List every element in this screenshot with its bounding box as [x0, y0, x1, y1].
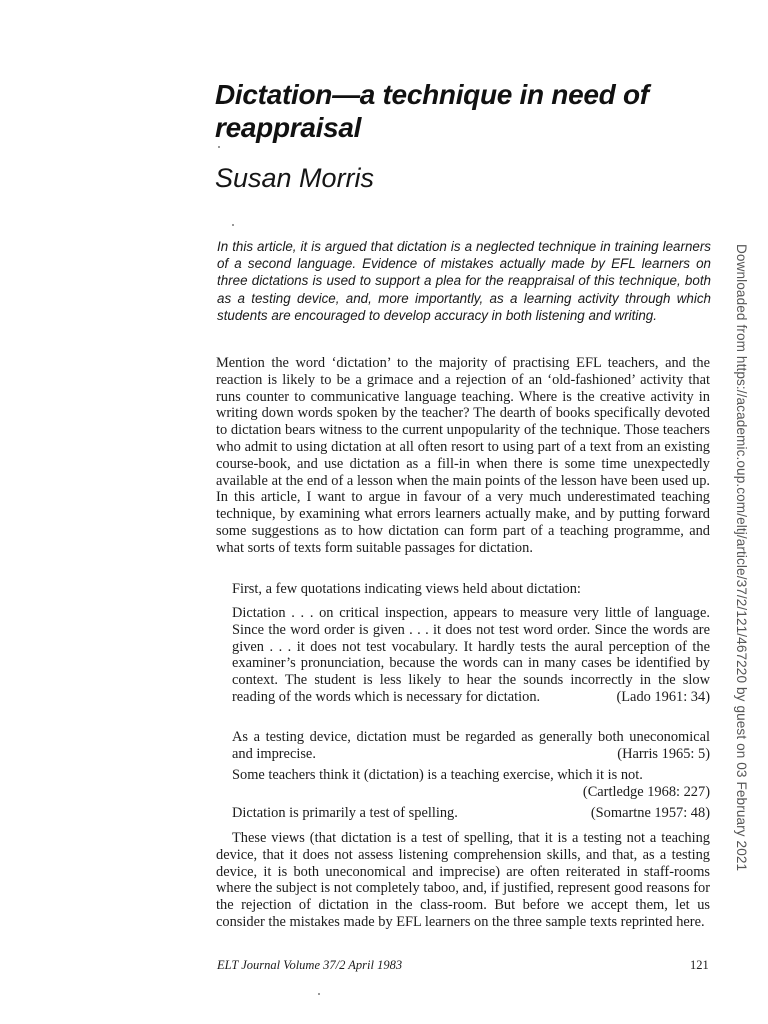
quotations-lead-in: First, a few quotations indicating views held about dictation:: [232, 581, 581, 597]
quotation-citation: (Lado 1961: 34): [616, 688, 710, 705]
footer-journal-citation: ELT Journal Volume 37/2 April 1983: [217, 958, 403, 972]
body-paragraph-1: Mention the word ‘dictation’ to the majority of practising EFL teachers, and the reaction is likely to be a grimace and a rejection of an ‘old-fashioned’ activity that runs counter to communicative language teaching. Where is the creative activity in writing down words spoken by the teacher? The dearth of books specifically devoted to dictation bears witness to the current unpopularity of the technique. Those teachers who admit to using dictation at all often resort to using part of a text from an existing course-book, and use dictation as a fill-in when there is some time unexpectedly available at the end of a lesson when the main points of the lesson have been used up. In this article, I want to argue in favour of a very much underestimated teaching technique, by examining what errors learners actually make, and by putting forward some suggestions as to how dictation can form part of a teaching programme, and what sorts of texts form suitable passages for dictation.: [216, 355, 710, 556]
quotation-text: Dictation . . . on critical inspection, appears to measure very little of language. Since the word order is given . . . it does not test word order. Since the words are given . . . it does not test vocabulary. It hardly tests the aural perception of the examiner’s pronunciation, because the words can in many cases be identified by context. The student is less likely to hear the sounds incorrectly in the slow reading of the words which is necessary for dictation.: [232, 605, 710, 705]
quotation-text: Dictation is primarily a test of spelling.: [232, 805, 458, 821]
quotation-citation: (Harris 1965: 5): [617, 745, 710, 762]
scan-speck: [232, 224, 234, 226]
quotation-harris: [232, 729, 710, 763]
quotation-cartledge: [232, 767, 710, 801]
quotation-text: As a testing device, dictation must be regarded as generally both uneconomical and imprecise.: [232, 729, 710, 762]
article-title: Dictation—a technique in need of reappraisal: [215, 79, 649, 143]
article-author: Susan Morris: [215, 163, 375, 193]
quotation-citation: (Somartne 1957: 48): [590, 805, 710, 821]
footer-page-number: 121: [690, 958, 709, 972]
body-paragraph-2: These views (that dictation is a test of spelling, that it is a testing not a teaching device, that it does not assess listening comprehension skills, and that, as a testing device, it is both uneconomical and imprecise) are often reiterated in staff-rooms where the subject is not completely taboo, and, if justified, represent good reasons for the rejection of dictation in the class-room. But before we accept them, let us consider the mistakes made by EFL learners on the three sample texts reprinted here.: [216, 830, 710, 930]
quotation-citation: (Cartledge 1968: 227): [582, 783, 710, 800]
quotation-somartne: [232, 805, 710, 822]
download-watermark: Downloaded from https://academic.oup.com/eltj/article/37/2/121/467220 by guest on 03 February 2021: [734, 244, 749, 872]
scan-speck: [218, 146, 220, 148]
quotation-lado: [232, 605, 710, 706]
article-abstract: In this article, it is argued that dictation is a neglected technique in training learners of a second language. Evidence of mistakes actually made by EFL learners on three dictations is used to support a plea for the reappraisal of this technique, both as a testing device, and, more importantly, as a learning activity through which students are encouraged to develop accuracy in both listening and writing.: [217, 239, 711, 323]
quotation-text: Some teachers think it (dictation) is a teaching exercise, which it is not.: [232, 767, 643, 783]
scan-speck: [318, 993, 320, 995]
